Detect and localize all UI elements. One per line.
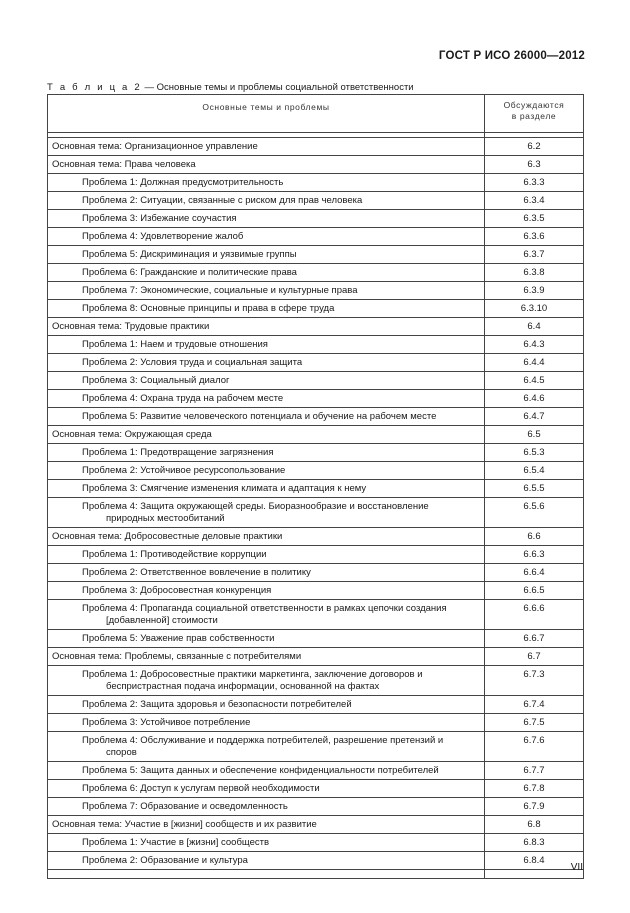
section-cell: 6.7.3: [485, 666, 584, 696]
table-row-issue: [48, 696, 584, 714]
topic-text: Проблема 4: Защита окружающей среды. Биоразнообразие и восстановление: [82, 501, 429, 512]
page-number: VII: [570, 862, 583, 873]
topic-cell: [48, 408, 485, 426]
table-row-main-topic: [48, 156, 584, 174]
column-header-section: [485, 95, 584, 133]
topic-cell: [48, 282, 485, 300]
table-row-issue: [48, 666, 584, 696]
topic-text: Проблема 2: Ситуации, связанные с риском для прав человека: [82, 195, 363, 206]
section-cell: 6.4: [485, 318, 584, 336]
topic-text: Проблема 1: Добросовестные практики маркетинга, заключение договоров и: [82, 669, 423, 680]
topic-cell: [48, 192, 485, 210]
section-cell: 6.2: [485, 138, 584, 156]
section-cell: 6.6.6: [485, 600, 584, 630]
section-cell: 6.6.5: [485, 582, 584, 600]
table-row-issue: [48, 630, 584, 648]
topic-cell: [48, 228, 485, 246]
topic-cell: [48, 732, 485, 762]
topic-cell: [48, 852, 485, 870]
topic-text: Проблема 5: Дискриминация и уязвимые группы: [82, 249, 297, 260]
section-cell: 6.6.7: [485, 630, 584, 648]
topic-text-continuation: споров: [106, 747, 137, 758]
table-row-issue: [48, 582, 584, 600]
topic-cell: [48, 300, 485, 318]
section-cell: 6.5.4: [485, 462, 584, 480]
topic-cell: [48, 426, 485, 444]
topic-cell: [48, 696, 485, 714]
section-cell: 6.7.8: [485, 780, 584, 798]
section-cell: 6.3.7: [485, 246, 584, 264]
table-header-row: [48, 95, 584, 133]
table-row-issue: [48, 408, 584, 426]
table-row-issue: [48, 192, 584, 210]
topic-cell: [48, 666, 485, 696]
table-body: [48, 133, 584, 879]
section-cell: 6.4.5: [485, 372, 584, 390]
topic-cell: [48, 138, 485, 156]
topic-cell: [48, 174, 485, 192]
table-row-issue: [48, 462, 584, 480]
topic-cell: [48, 780, 485, 798]
section-cell: 6.7: [485, 648, 584, 666]
table-row-main-topic: [48, 528, 584, 546]
table-container: [47, 94, 583, 879]
section-cell: 6.5.5: [485, 480, 584, 498]
table-row-issue: [48, 798, 584, 816]
table-row-issue: [48, 780, 584, 798]
table-caption-text: — Основные темы и проблемы социальной ответственности: [141, 82, 414, 93]
topic-cell: [48, 816, 485, 834]
topic-cell: [48, 354, 485, 372]
section-cell: 6.3.5: [485, 210, 584, 228]
section-cell: 6.5.6: [485, 498, 584, 528]
topic-text: Проблема 1: Участие в [жизни] сообществ: [82, 837, 270, 848]
topic-text: Основная тема: Окружающая среда: [52, 429, 212, 440]
table-row-main-topic: [48, 648, 584, 666]
table-caption-label: Т а б л и ц а 2: [47, 82, 142, 93]
topic-text: Основная тема: Трудовые практики: [52, 321, 210, 332]
table-row-issue: [48, 834, 584, 852]
document-code: ГОСТ Р ИСО 26000—2012: [438, 50, 585, 62]
table-row-issue: [48, 210, 584, 228]
table-row-issue: [48, 354, 584, 372]
section-cell: 6.3: [485, 156, 584, 174]
topic-cell: [48, 480, 485, 498]
topic-cell: [48, 600, 485, 630]
column-header-topics: Основные темы и проблемы: [48, 95, 485, 133]
section-cell: 6.3.6: [485, 228, 584, 246]
topic-text: Проблема 2: Защита здоровья и безопасности потребителей: [82, 699, 352, 710]
topic-cell: [48, 714, 485, 732]
topic-text: Проблема 1: Должная предусмотрительность: [82, 177, 284, 188]
table-row-main-topic: [48, 816, 584, 834]
section-cell: 6.8: [485, 816, 584, 834]
column-header-section-line2: в разделе: [511, 111, 557, 121]
section-cell: 6.7.5: [485, 714, 584, 732]
topic-text: Основная тема: Права человека: [52, 159, 196, 170]
topic-text: Проблема 1: Предотвращение загрязнения: [82, 447, 274, 458]
topic-text: Проблема 4: Обслуживание и поддержка потребителей, разрешение претензий и: [82, 735, 444, 746]
section-cell: 6.3.10: [485, 300, 584, 318]
topic-cell: [48, 564, 485, 582]
topic-cell: [48, 762, 485, 780]
topic-cell: [48, 444, 485, 462]
table-row-issue: [48, 546, 584, 564]
section-cell: 6.5.3: [485, 444, 584, 462]
section-cell: 6.7.7: [485, 762, 584, 780]
table-row-issue: [48, 228, 584, 246]
topic-cell: [48, 546, 485, 564]
topic-text: Основная тема: Организационное управление: [52, 141, 258, 152]
topic-cell: [48, 582, 485, 600]
table-row-issue: [48, 852, 584, 870]
section-cell: 6.5: [485, 426, 584, 444]
topic-text: Проблема 3: Добросовестная конкуренция: [82, 585, 272, 596]
topic-cell: [48, 798, 485, 816]
topic-cell: [48, 372, 485, 390]
topic-text: Проблема 5: Развитие человеческого потенциала и обучение на рабочем месте: [82, 411, 437, 422]
topic-cell: [48, 210, 485, 228]
topic-text: Основная тема: Добросовестные деловые практики: [52, 531, 283, 542]
topic-text: Проблема 6: Доступ к услугам первой необходимости: [82, 783, 320, 794]
section-cell: 6.4.7: [485, 408, 584, 426]
section-cell: 6.3.9: [485, 282, 584, 300]
table-row-issue: [48, 390, 584, 408]
topic-text-continuation: беспристрастная подача информации, основанной на фактах: [106, 681, 380, 692]
topic-cell: [48, 834, 485, 852]
table-row-issue: [48, 762, 584, 780]
topic-cell: [48, 648, 485, 666]
section-cell: 6.3.4: [485, 192, 584, 210]
section-cell: 6.6.4: [485, 564, 584, 582]
section-cell: 6.7.4: [485, 696, 584, 714]
section-cell: 6.8.4: [485, 852, 584, 870]
topic-cell: [48, 630, 485, 648]
topic-text: Проблема 3: Смягчение изменения климата и адаптация к нему: [82, 483, 367, 494]
section-cell: 6.7.6: [485, 732, 584, 762]
section-cell: 6.6: [485, 528, 584, 546]
topic-text: Проблема 5: Уважение прав собственности: [82, 633, 275, 644]
column-header-section-line1: Обсуждаются: [503, 100, 565, 110]
table-row-issue: [48, 174, 584, 192]
topic-cell: [48, 390, 485, 408]
topic-cell: [48, 318, 485, 336]
table-row-issue: [48, 600, 584, 630]
topic-text: Проблема 4: Охрана труда на рабочем месте: [82, 393, 284, 404]
table-row-issue: [48, 714, 584, 732]
table-row-main-topic: [48, 138, 584, 156]
topic-cell: [48, 498, 485, 528]
table-row-main-topic: [48, 318, 584, 336]
topic-text: Проблема 4: Пропаганда социальной ответственности в рамках цепочки создания: [82, 603, 447, 614]
topic-text: Проблема 8: Основные принципы и права в сфере труда: [82, 303, 335, 314]
topic-text: Проблема 3: Избежание соучастия: [82, 213, 237, 224]
topic-cell: [48, 156, 485, 174]
table-caption: [47, 82, 414, 93]
table-row-issue: [48, 282, 584, 300]
table-row-issue: [48, 444, 584, 462]
table-row-main-topic: [48, 426, 584, 444]
topic-text: Проблема 2: Образование и культура: [82, 855, 248, 866]
section-cell: 6.3.3: [485, 174, 584, 192]
topic-text: Проблема 7: Экономические, социальные и культурные права: [82, 285, 358, 296]
topic-cell: [48, 462, 485, 480]
table-end-row: [48, 870, 584, 879]
topic-text: Проблема 1: Противодействие коррупции: [82, 549, 267, 560]
topic-text: Проблема 2: Условия труда и социальная защита: [82, 357, 303, 368]
table-row-issue: [48, 246, 584, 264]
topic-text: Основная тема: Проблемы, связанные с потребителями: [52, 651, 302, 662]
topic-text: Проблема 4: Удовлетворение жалоб: [82, 231, 244, 242]
table-row-issue: [48, 498, 584, 528]
table-row-issue: [48, 264, 584, 282]
topic-text: Проблема 5: Защита данных и обеспечение конфиденциальности потребителей: [82, 765, 439, 776]
topic-text: Проблема 2: Устойчивое ресурсопользование: [82, 465, 286, 476]
topic-text-continuation: [добавленной] стоимости: [106, 615, 218, 626]
table-row-issue: [48, 336, 584, 354]
topic-text-continuation: природных местообитаний: [106, 513, 225, 524]
section-cell: 6.4.3: [485, 336, 584, 354]
topic-cell: [48, 246, 485, 264]
topic-cell: [48, 528, 485, 546]
topics-table: [47, 94, 584, 879]
topic-text: Проблема 6: Гражданские и политические права: [82, 267, 297, 278]
section-cell: 6.8.3: [485, 834, 584, 852]
topic-text: Проблема 3: Социальный диалог: [82, 375, 230, 386]
table-row-issue: [48, 564, 584, 582]
section-cell: 6.4.6: [485, 390, 584, 408]
topic-text: Проблема 3: Устойчивое потребление: [82, 717, 251, 728]
section-cell: 6.6.3: [485, 546, 584, 564]
topic-cell: [48, 336, 485, 354]
topic-text: Проблема 7: Образование и осведомленность: [82, 801, 288, 812]
topic-cell: [48, 264, 485, 282]
table-row-issue: [48, 480, 584, 498]
table-row-issue: [48, 300, 584, 318]
topic-text: Проблема 1: Наем и трудовые отношения: [82, 339, 268, 350]
section-cell: 6.4.4: [485, 354, 584, 372]
section-cell: 6.7.9: [485, 798, 584, 816]
table-row-issue: [48, 732, 584, 762]
topic-text: Проблема 2: Ответственное вовлечение в политику: [82, 567, 311, 578]
section-cell: 6.3.8: [485, 264, 584, 282]
topic-text: Основная тема: Участие в [жизни] сообществ и их развитие: [52, 819, 317, 830]
table-row-issue: [48, 372, 584, 390]
